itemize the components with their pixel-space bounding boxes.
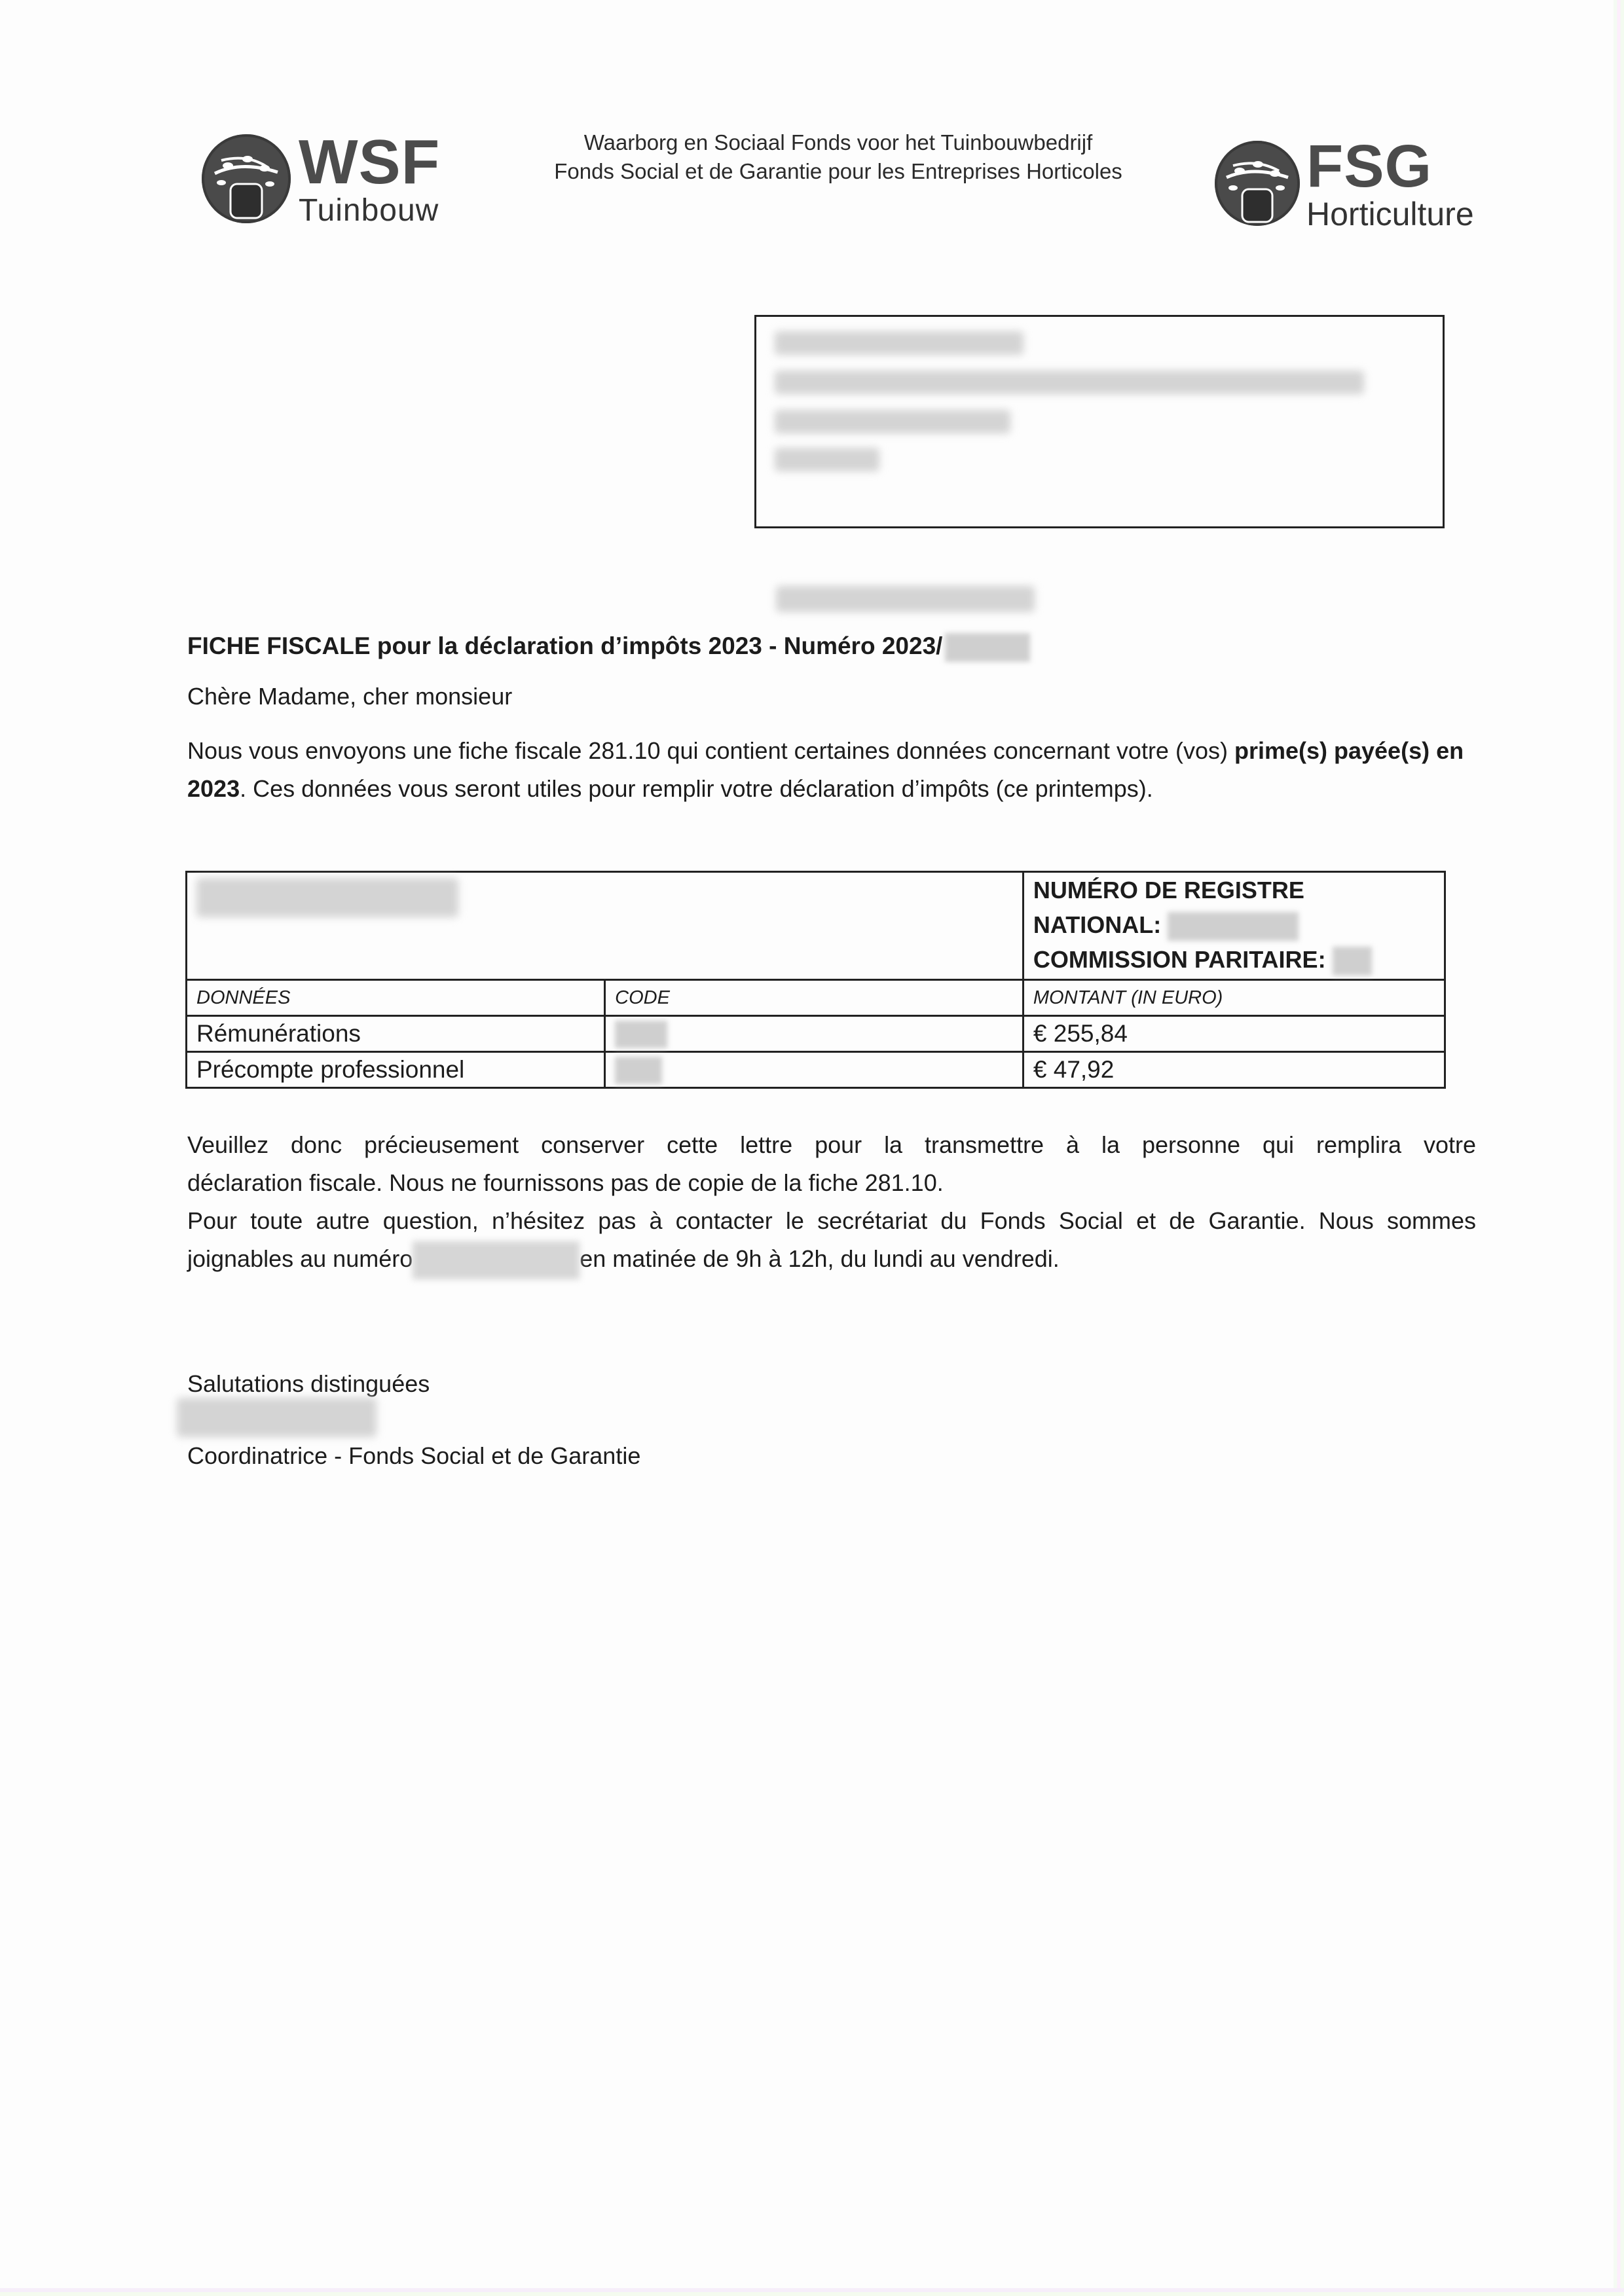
letter-subject xyxy=(187,632,1030,662)
redacted-recipient-line xyxy=(775,331,1024,355)
row-label: Précompte professionnel xyxy=(187,1052,605,1088)
row-amount: € 255,84 xyxy=(1023,1016,1445,1052)
redacted-code xyxy=(615,1021,667,1048)
registre-label: NUMÉRO DE REGISTRE xyxy=(1033,877,1304,903)
closing-salutation: Salutations distinguées xyxy=(187,1370,430,1397)
redacted-recipient-line xyxy=(775,410,1010,433)
instructions-paragraph xyxy=(187,1126,1476,1279)
tree-emblem-icon xyxy=(202,134,291,223)
redacted-code xyxy=(615,1057,662,1084)
intro-emphasis: prime(s) payée(s) en 2023 xyxy=(187,737,1464,802)
intro-text: Nous vous envoyons une fiche fiscale 281.10 qui contient certaines données concernant votre (vos) xyxy=(187,737,1234,764)
column-header-montant: MONTANT (IN EURO) xyxy=(1023,980,1445,1016)
subject-text: FICHE FISCALE pour la déclaration d’impôts 2023 - Numéro 2023/ xyxy=(187,632,943,659)
signer-role: Coordinatrice - Fonds Social et de Garantie xyxy=(187,1442,641,1469)
recipient-address-box xyxy=(754,315,1445,528)
redacted-phone-number xyxy=(413,1241,580,1279)
redacted-date xyxy=(776,586,1035,612)
column-header-code: CODE xyxy=(605,980,1024,1016)
redacted-national-number xyxy=(1168,912,1299,941)
row-code xyxy=(605,1052,1024,1088)
intro-text: . Ces données vous seront utiles pour remplir votre déclaration d’impôts (ce printemps). xyxy=(240,775,1153,802)
wsf-logo xyxy=(202,127,441,228)
redacted-recipient-line xyxy=(775,448,879,471)
scan-edge-artifact xyxy=(1614,0,1624,2296)
contact-text: joignables au numéro xyxy=(187,1245,413,1272)
logo-subtitle: Horticulture xyxy=(1306,196,1474,232)
contact-text: Pour toute autre question, n’hésitez pas à contacter le secrétariat du Fonds Social et de Garantie. Nous sommes xyxy=(187,1207,1476,1234)
logo-subtitle: Tuinbouw xyxy=(299,193,439,228)
instructions-text: déclaration fiscale. Nous ne fournissons pas de copie de la fiche 281.10. xyxy=(187,1169,944,1196)
redacted-recipient-line xyxy=(775,371,1364,394)
instructions-text: Veuillez donc précieusement conserver cette lettre pour la transmettre à la personne qui remplira votre xyxy=(187,1131,1476,1158)
org-name-french: Fonds Social et de Garantie pour les Entreprises Horticoles xyxy=(554,159,1122,183)
logo-abbreviation: WSF xyxy=(299,127,441,197)
row-code xyxy=(605,1016,1024,1052)
redacted-commission-number xyxy=(1333,947,1372,975)
registre-label: NATIONAL: xyxy=(1033,911,1162,938)
intro-paragraph xyxy=(187,732,1476,808)
table-header-row xyxy=(187,872,1445,980)
commission-label: COMMISSION PARITAIRE: xyxy=(1033,946,1326,973)
organization-names xyxy=(511,128,1166,186)
org-name-dutch: Waarborg en Sociaal Fonds voor het Tuinbouwbedrijf xyxy=(583,130,1093,155)
column-header-row xyxy=(187,980,1445,1016)
contact-text: en matinée de 9h à 12h, du lundi au vendredi. xyxy=(580,1245,1060,1272)
redacted-signer-name xyxy=(177,1398,377,1437)
row-amount: € 47,92 xyxy=(1023,1052,1445,1088)
greeting: Chère Madame, cher monsieur xyxy=(187,683,513,710)
employee-name-cell xyxy=(187,872,1024,980)
fsg-logo xyxy=(1215,133,1474,232)
redacted-document-number xyxy=(945,633,1030,662)
row-label: Rémunérations xyxy=(187,1016,605,1052)
redacted-employee-name xyxy=(196,878,458,917)
table-row xyxy=(187,1052,1445,1088)
scan-edge-artifact xyxy=(0,2288,1624,2296)
fiscal-data-table xyxy=(185,871,1446,1089)
tree-emblem-icon xyxy=(1215,141,1300,226)
logo-abbreviation: FSG xyxy=(1306,133,1433,200)
table-row xyxy=(187,1016,1445,1052)
column-header-donnees: DONNÉES xyxy=(187,980,605,1016)
identification-cell xyxy=(1023,872,1445,980)
contact-line xyxy=(187,1240,1476,1279)
